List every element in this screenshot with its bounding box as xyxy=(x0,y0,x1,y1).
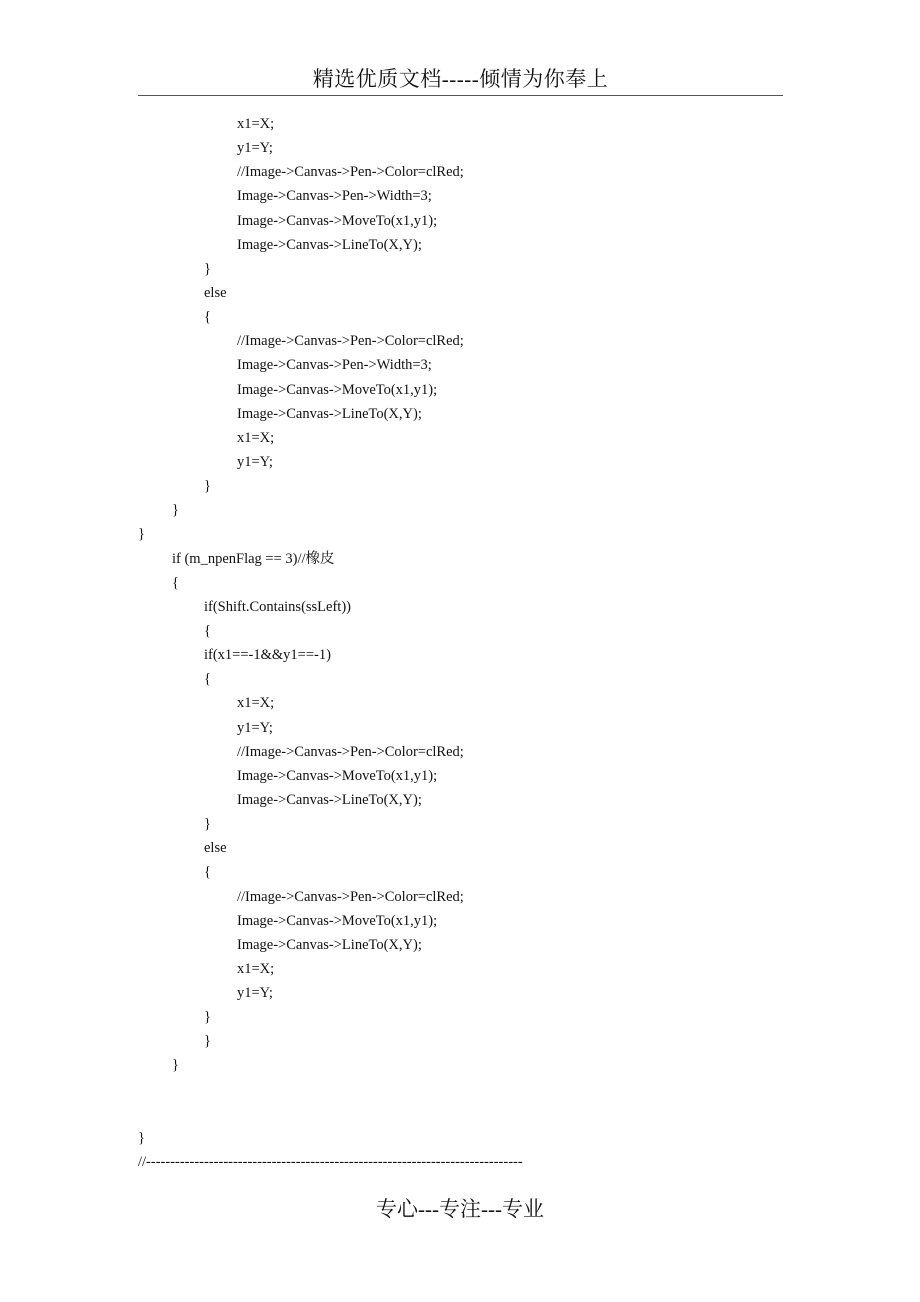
code-line xyxy=(0,1102,920,1126)
code-line: Image->Canvas->Pen->Width=3; xyxy=(237,188,432,205)
code-line: y1=Y; xyxy=(237,985,273,1002)
code-line: { xyxy=(172,574,179,591)
code-line: Image->Canvas->MoveTo(x1,y1); xyxy=(237,381,438,398)
code-line: } xyxy=(204,1009,211,1026)
code-line: { xyxy=(204,864,211,881)
page-header-title: 精选优质文档-----倾情为你奉上 xyxy=(312,67,609,91)
code-line: Image->Canvas->LineTo(X,Y); xyxy=(237,405,422,422)
code-line: //Image->Canvas->Pen->Color=clRed; xyxy=(237,743,464,760)
code-line: } xyxy=(204,816,211,833)
code-line: //Image->Canvas->Pen->Color=clRed; xyxy=(237,333,464,350)
code-line: { xyxy=(204,671,211,688)
code-line: if(Shift.Contains(ssLeft)) xyxy=(204,598,351,615)
header-divider xyxy=(138,95,783,96)
code-line: else xyxy=(204,284,227,301)
code-line: Image->Canvas->LineTo(X,Y); xyxy=(237,936,422,953)
code-listing xyxy=(0,112,920,1174)
code-line: y1=Y; xyxy=(237,719,273,736)
code-line: if (m_npenFlag == 3)//橡皮 xyxy=(172,550,335,567)
code-line: Image->Canvas->LineTo(X,Y); xyxy=(237,791,422,808)
code-line: y1=Y; xyxy=(237,140,273,157)
code-line: Image->Canvas->MoveTo(x1,y1); xyxy=(237,767,438,784)
code-line: Image->Canvas->Pen->Width=3; xyxy=(237,357,432,374)
code-line xyxy=(0,1078,920,1102)
code-line: } xyxy=(172,1057,179,1074)
code-line: } xyxy=(204,478,211,495)
code-line: x1=X; xyxy=(237,116,275,132)
code-line: Image->Canvas->MoveTo(x1,y1); xyxy=(237,212,438,229)
code-line: Image->Canvas->LineTo(X,Y); xyxy=(237,236,422,253)
code-line: //------------------------------------------------------------------------------ xyxy=(138,1154,523,1171)
code-line: } xyxy=(204,260,211,277)
code-line: else xyxy=(204,840,227,857)
code-line: Image->Canvas->MoveTo(x1,y1); xyxy=(237,912,438,929)
code-line: x1=X; xyxy=(237,960,275,977)
code-line: x1=X; xyxy=(237,695,275,712)
code-line: } xyxy=(172,502,179,519)
code-line: //Image->Canvas->Pen->Color=clRed; xyxy=(237,888,464,905)
code-line: y1=Y; xyxy=(237,453,273,470)
code-line: } xyxy=(138,1129,145,1146)
code-line: } xyxy=(138,526,145,543)
code-line: if(x1==-1&&y1==-1) xyxy=(204,647,331,664)
code-line: } xyxy=(204,1033,211,1050)
page-footer-text: 专心---专注---专业 xyxy=(376,1197,544,1221)
code-line: x1=X; xyxy=(237,429,275,446)
code-line: { xyxy=(204,309,211,326)
code-line: //Image->Canvas->Pen->Color=clRed; xyxy=(237,164,464,181)
code-line: { xyxy=(204,622,211,639)
